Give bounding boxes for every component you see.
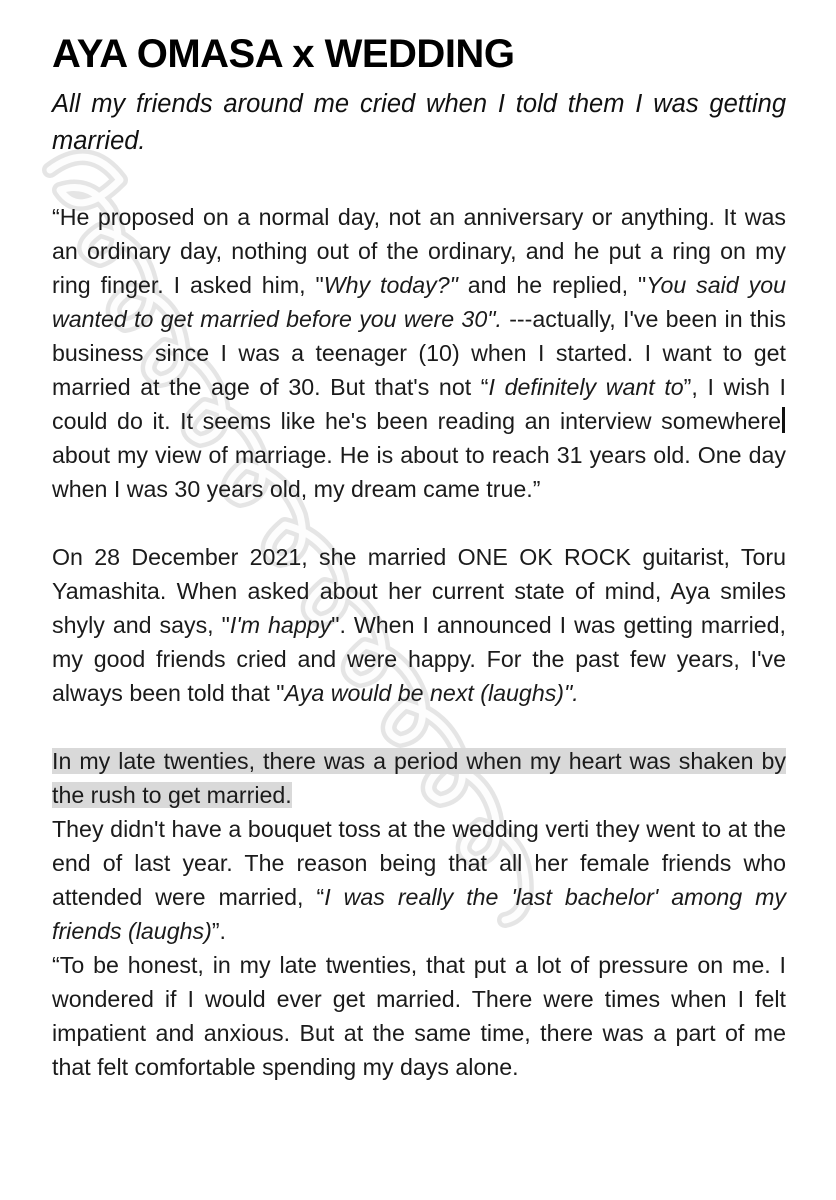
paragraph-pressure: “To be honest, in my late twenties, that put a lot of pressure on me. I wondered if I would ever get married. There were times when I felt impatient and anxious. But at the same time, there was a part of me that felt comfortable spending my days alone.	[52, 952, 786, 1080]
page-title: AYA OMASA x WEDDING	[52, 32, 515, 76]
italic-quote: You said you wanted to get married before you were 30".	[52, 272, 786, 332]
text-run: “He proposed on a normal day, not an anniversary or anything. It was an ordinary day, nothing out of the ordinary, and he put a ring on my ring finger. I asked him, "	[52, 204, 786, 298]
paragraph-late-twenties	[52, 744, 786, 948]
text-cursor	[782, 407, 785, 433]
article-subtitle: All my friends around me cried when I told them I was getting married.	[52, 90, 786, 155]
text-run: ". When I announced I was getting married, my good friends cried and were happy. For the past few years, I've always been told that "	[52, 612, 786, 706]
paragraph-proposal	[52, 200, 786, 506]
italic-quote: Aya would be next (laughs)".	[284, 680, 579, 706]
text-run: about my view of marriage. He is about to reach 31 years old. One day when I was 30 years old, my dream came true.”	[52, 442, 786, 502]
italic-quote: I definitely want to	[488, 374, 684, 400]
highlighted-subheading: In my late twenties, there was a period when my heart was shaken by the rush to get married.	[52, 748, 786, 808]
text-run: and he replied, "	[457, 272, 647, 298]
italic-quote: I'm happy	[229, 612, 332, 638]
text-run: ”, I wish I could do it. It seems like he's been reading an interview somewhere	[52, 374, 786, 434]
article	[52, 28, 786, 1084]
italic-quote: I was really the 'last bachelor' among my friends (laughs)	[52, 884, 787, 944]
text-run: ---actually, I've been in this business since I was a teenager (10) when I started. I want to get married at the age of 30. But that's not “	[52, 306, 786, 400]
text-run: ”.	[211, 918, 226, 944]
text-run: They didn't have a bouquet toss at the wedding verti they went to at the end of last year. The reason being that all her female friends who attended were married, “	[52, 816, 786, 910]
italic-quote: Why today?"	[323, 272, 458, 298]
paragraph-marriage	[52, 540, 786, 710]
text-run: On 28 December 2021, she married ONE OK ROCK guitarist, Toru Yamashita. When asked about her current state of mind, Aya smiles shyly and says, "	[52, 544, 786, 638]
